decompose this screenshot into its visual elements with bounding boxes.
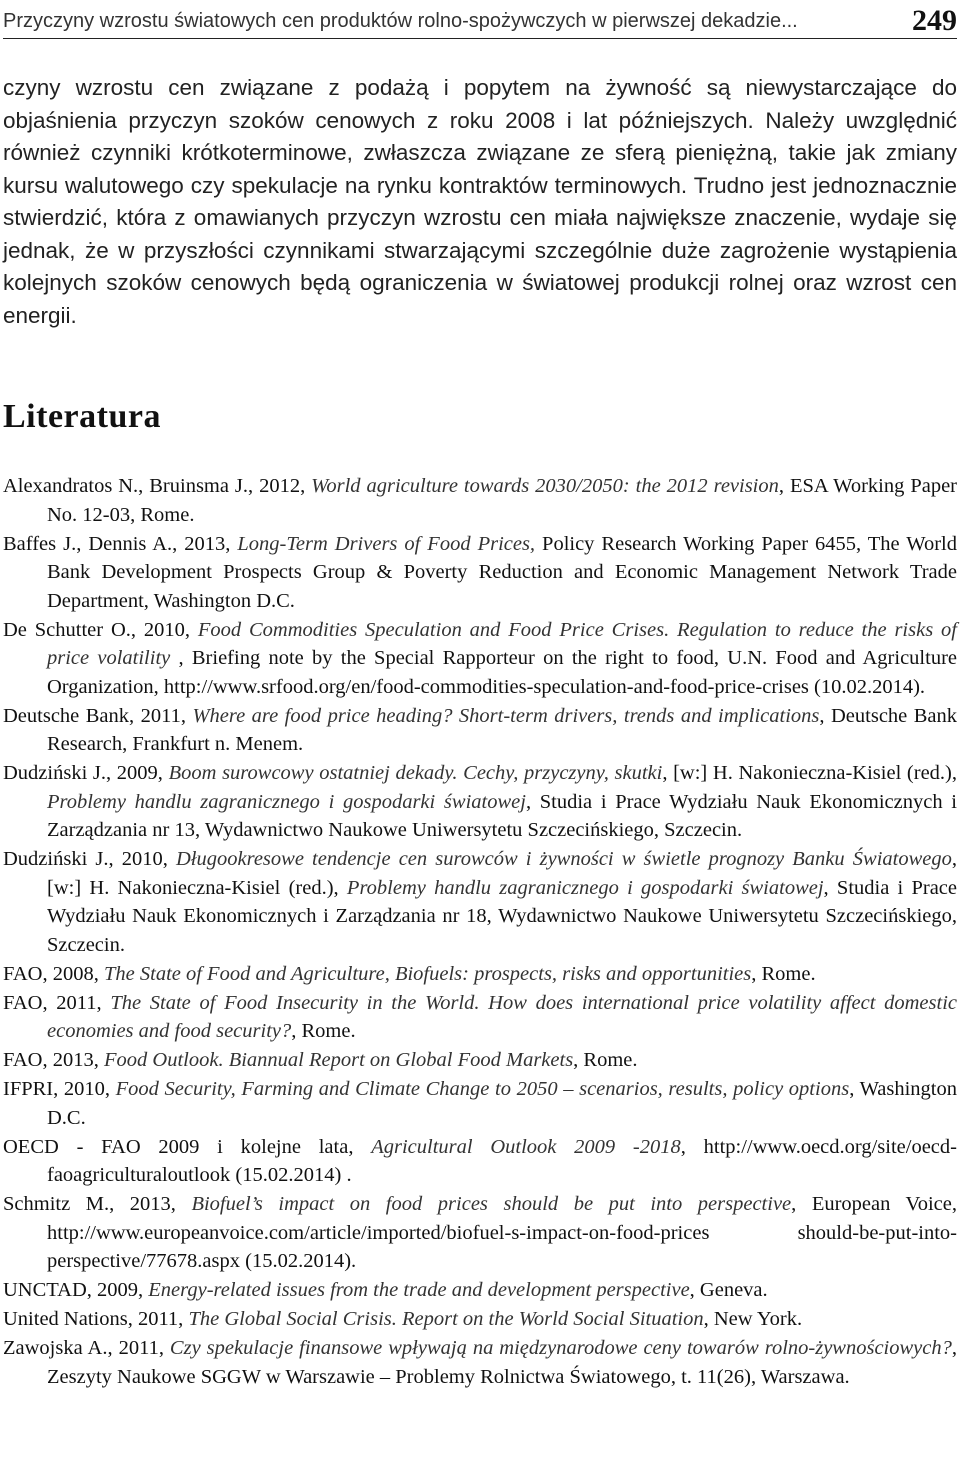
reference-entry (3, 1133, 957, 1190)
running-title: Przyczyny wzrostu światowych cen produktów rolno-spożywczych w pierwszej dekadzie... (3, 10, 798, 32)
reference-entry (3, 1046, 957, 1075)
reference-text: , Studia i Prace Wydziału Nauk Ekonomicznych i Zarządzania nr 13, Wydawnictwo Naukowe Uniwersytetu Szczecińskiego, Szczecin. (47, 790, 957, 841)
reference-entry (3, 702, 957, 759)
reference-list (3, 472, 957, 1392)
reference-text: FAO, 2008, (3, 962, 104, 985)
reference-text: Schmitz M., 2013, (3, 1193, 192, 1215)
reference-entry (3, 1190, 957, 1276)
reference-title: The State of Food Insecurity in the World. How does international price volatility affect domestic economies and food security? (47, 991, 957, 1042)
reference-text: , Studia i Prace Wydziału Nauk Ekonomicznych i Zarządzania nr 18, Wydawnictwo Naukowe Uniwersytetu Szczecińskiego, Szczecin. (47, 876, 958, 956)
reference-title: Energy-related issues from the trade and development perspective (148, 1279, 690, 1301)
body-paragraph: czyny wzrostu cen związane z podażą i popytem na żywność są niewystarczające do objaśnienia przyczyn szoków cenowych z roku 2008 i lat późniejszych. Należy uwzględnić również czynniki krótkoterminowe, zwłaszcza związane ze sferą pieniężną, takie jak zmiany kursu walutowego czy spekulacje na rynku kontraktów terminowych. Trudno jest jednoznacznie stwierdzić, która z omawianych przyczyn wzrostu cen miała największe znaczenie, wydaje się jednak, że w przyszłości czynnikami stwarzającymi szczególnie duże zagrożenie wystąpienia kolejnych szoków cenowych będą ograniczenia w światowej produkcji rolnej oraz wzrost cen energii. (3, 75, 957, 328)
reference-text: Baffes J., Dennis A., 2013, (3, 532, 238, 555)
reference-text: , Geneva. (689, 1279, 768, 1301)
reference-text: FAO, 2013, (3, 1049, 104, 1071)
reference-text: , http://www.oecd.org/site/oecd-faoagriculturaloutlook (15.02.2014) . (47, 1135, 957, 1186)
reference-text: , Washington D.C. (47, 1078, 957, 1129)
reference-title: Agricultural Outlook 2009 -2018 (371, 1135, 681, 1158)
reference-entry (3, 616, 957, 702)
reference-text: , European Voice, http://www.europeanvoice.com/article/imported/biofuel-s-impact-on-food-prices should-be-put-into-perspective/77678.aspx (15.02.2014). (47, 1193, 957, 1272)
reference-entry (3, 1276, 957, 1305)
reference-text: IFPRI, 2010, (3, 1078, 116, 1100)
reference-entry (3, 1305, 957, 1334)
reference-title: Food Security, Farming and Climate Change to 2050 – scenarios, results, policy options (115, 1078, 850, 1100)
reference-entry (3, 1334, 957, 1391)
reference-title: Long-Term Drivers of Food Prices, (237, 532, 536, 555)
reference-text: Alexandratos N., Bruinsma J., 2012, (3, 475, 312, 497)
reference-title: Food Outlook. Biannual Report on Global Food Markets (104, 1049, 574, 1071)
reference-text: Policy Research Working Paper 6455, The World Bank Development Prospects Group & Poverty Reduction and Economic Management Network Trade Department, Washington D.C. (47, 532, 957, 612)
reference-title: Czy spekulacje finansowe wpływają na międzynarodowe ceny towarów rolno-żywnościowych? (169, 1337, 952, 1359)
running-header (3, 4, 957, 39)
reference-text: , Briefing note by the Special Rapporteur on the right to food, U.N. Food and Agriculture Organization, http://www.srfood.org/en/food-commodities-speculation-and-food-price-crises (10.02.2014). (47, 647, 957, 698)
reference-entry (3, 1075, 957, 1132)
reference-entry (3, 845, 957, 959)
reference-title: Where are food price heading? Short-term drivers, trends and implications (192, 704, 820, 727)
reference-text: United Nations, 2011, (3, 1308, 189, 1330)
reference-title: Biofuel’s impact on food prices should be put into perspective (191, 1193, 792, 1215)
reference-title: The Global Social Crisis. Report on the World Social Situation (188, 1308, 704, 1330)
reference-text: Dudziński J., 2010, (3, 848, 176, 870)
reference-text: Zawojska A., 2011, (3, 1337, 170, 1359)
reference-text: , Zeszyty Naukowe SGGW w Warszawie – Problemy Rolnictwa Światowego, t. 11(26), Warszawa. (47, 1337, 957, 1388)
reference-entry (3, 989, 957, 1046)
reference-text: UNCTAD, 2009, (3, 1279, 149, 1301)
reference-title: Długookresowe tendencje cen surowców i żywności w świetle prognozy Banku Światowego (176, 848, 952, 870)
reference-title: World agriculture towards 2030/2050: the 2012 revision (311, 475, 779, 497)
reference-text: , New York. (703, 1308, 803, 1330)
reference-text: , [w:] H. Nakonieczna-Kisiel (red.), (662, 762, 958, 784)
reference-entry (3, 759, 957, 845)
reference-text: , Rome. (291, 1020, 356, 1042)
reference-text: , [w:] H. Nakonieczna-Kisiel (red.), (47, 848, 957, 899)
reference-text: , Rome. (751, 962, 816, 985)
reference-entry (3, 960, 957, 989)
reference-text: , Rome. (573, 1049, 638, 1071)
reference-title: Problemy handlu zagranicznego i gospodarki światowej (47, 790, 526, 813)
reference-text: De Schutter O., 2010, (3, 618, 198, 641)
reference-text: Deutsche Bank, 2011, (3, 704, 193, 727)
reference-title: Food Commodities Speculation and Food Price Crises. Regulation to reduce the risks of price volatility (47, 618, 957, 669)
reference-entry (3, 530, 957, 616)
reference-text: Dudziński J., 2009, (3, 762, 169, 784)
reference-title: The State of Food and Agriculture, Biofuels: prospects, risks and opportunities (104, 962, 752, 985)
section-heading-literatura: Literatura (3, 398, 161, 435)
reference-text: OECD - FAO 2009 i kolejne lata, (3, 1135, 372, 1158)
page-number: 249 (912, 4, 957, 37)
reference-text: , Deutsche Bank Research, Frankfurt n. Menem. (47, 704, 958, 755)
reference-title: Problemy handlu zagranicznego i gospodarki światowej (346, 876, 824, 899)
reference-text: , ESA Working Paper No. 12-03, Rome. (47, 475, 957, 526)
reference-entry (3, 472, 957, 529)
reference-text: FAO, 2011, (3, 991, 111, 1014)
reference-title: Boom surowcowy ostatniej dekady. Cechy, przyczyny, skutki (168, 762, 663, 784)
